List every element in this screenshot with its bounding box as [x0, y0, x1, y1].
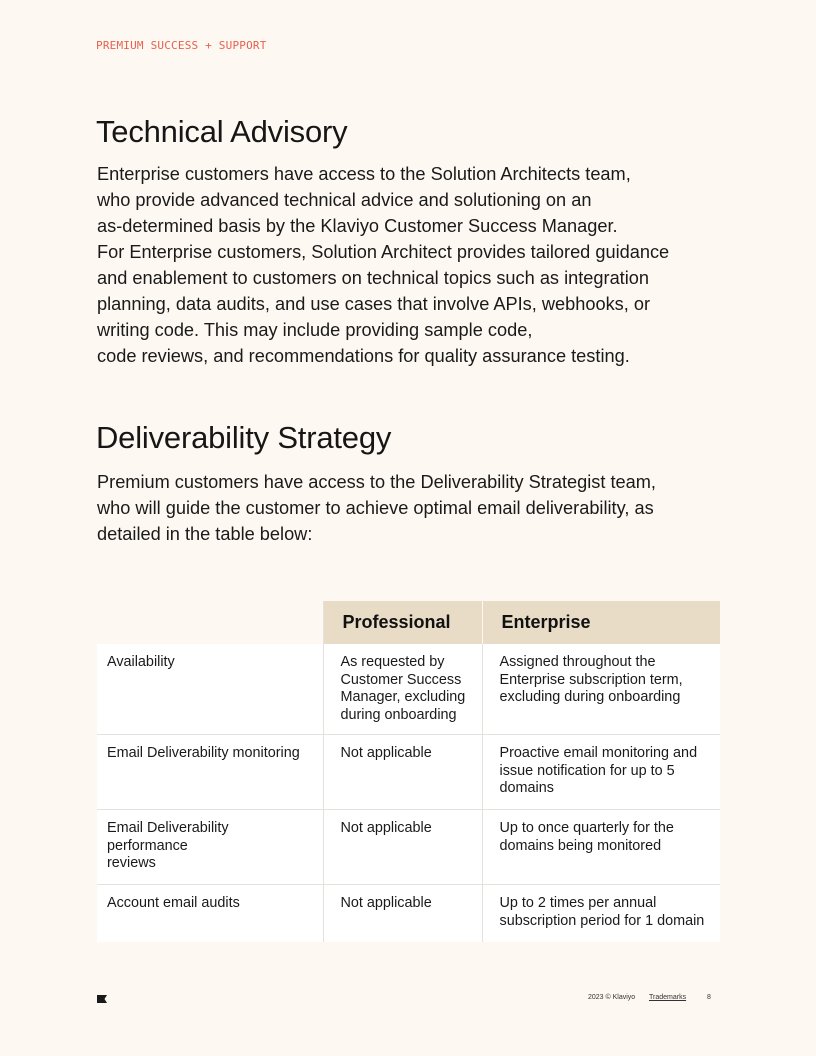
cell-line: reviews: [107, 855, 156, 871]
table-header-enterprise: Enterprise: [482, 601, 720, 644]
paragraph-line: as-determined basis by the Klaviyo Customer Success Manager.: [97, 216, 618, 236]
cell-line: domains: [499, 780, 554, 796]
deliverability-strategy-paragraph: [97, 469, 717, 547]
cell-line: during onboarding: [340, 706, 457, 723]
cell-line: Not applicable: [340, 745, 432, 761]
table-row: [97, 644, 720, 735]
enterprise-cell: [482, 735, 720, 810]
enterprise-cell: [482, 810, 720, 885]
page-eyebrow: PREMIUM SUCCESS + SUPPORT: [96, 39, 267, 52]
paragraph-line: Enterprise customers have access to the Solution Architects team,: [97, 164, 631, 184]
cell-line: Proactive email monitoring and: [499, 745, 698, 761]
cell-line: Up to 2 times per annual: [499, 895, 657, 911]
paragraph-line: who will guide the customer to achieve optimal email deliverability, as: [97, 498, 654, 518]
cell-line: domains being monitored: [499, 837, 662, 854]
cell-line: Account email audits: [107, 895, 240, 911]
paragraph-line: planning, data audits, and use cases that involve APIs, webhooks, or: [97, 294, 651, 314]
cell-line: Up to once quarterly for the: [499, 820, 674, 836]
row-label-cell: [97, 810, 323, 885]
professional-cell: [323, 885, 482, 943]
technical-advisory-heading: Technical Advisory: [96, 114, 348, 149]
professional-cell: [323, 735, 482, 810]
row-label-cell: [97, 735, 323, 810]
cell-line: performance: [107, 837, 188, 854]
row-label-cell: [97, 885, 323, 943]
professional-cell: [323, 644, 482, 735]
table-row: [97, 735, 720, 810]
cell-line: As requested by: [340, 654, 445, 670]
paragraph-line: Premium customers have access to the Deliverability Strategist team,: [97, 472, 656, 492]
paragraph-line: who provide advanced technical advice and solutioning on an: [97, 190, 592, 210]
paragraph-line: For Enterprise customers, Solution Architect provides tailored guidance: [97, 242, 670, 262]
cell-line: Customer Success: [340, 671, 462, 688]
cell-line: Assigned throughout the: [499, 654, 656, 670]
cell-line: Email Deliverability monitoring: [107, 745, 300, 761]
cell-line: excluding during onboarding: [499, 689, 681, 705]
paragraph-line: code reviews, and recommendations for quality assurance testing.: [97, 346, 630, 366]
enterprise-cell: [482, 644, 720, 735]
klaviyo-flag-icon: [97, 995, 107, 1003]
enterprise-cell: [482, 885, 720, 943]
deliverability-comparison-table: [97, 601, 720, 942]
table-header-empty: [97, 601, 323, 644]
deliverability-strategy-heading: Deliverability Strategy: [96, 420, 392, 455]
technical-advisory-paragraph: [97, 161, 717, 369]
cell-line: Email Deliverability: [107, 820, 229, 836]
cell-line: subscription period for 1 domain: [499, 912, 705, 929]
footer-trademarks-link[interactable]: Trademarks: [649, 994, 687, 1001]
footer-page-number: 8: [707, 994, 711, 1001]
row-label-cell: [97, 644, 323, 735]
table-header-professional: Professional: [323, 601, 482, 644]
paragraph-line: writing code. This may include providing sample code,: [97, 320, 533, 340]
cell-line: Manager, excluding: [340, 689, 466, 705]
table-row: [97, 885, 720, 943]
cell-line: Availability: [107, 654, 175, 670]
paragraph-line: and enablement to customers on technical topics such as integration: [97, 268, 650, 288]
paragraph-line: detailed in the table below:: [97, 524, 313, 544]
table-row: [97, 810, 720, 885]
footer-copyright: 2023 © Klaviyo: [588, 994, 636, 1001]
cell-line: Not applicable: [340, 820, 432, 836]
professional-cell: [323, 810, 482, 885]
cell-line: Not applicable: [340, 895, 432, 911]
cell-line: issue notification for up to 5: [499, 762, 675, 779]
cell-line: Enterprise subscription term,: [499, 671, 683, 688]
table-header-row: [97, 601, 720, 644]
